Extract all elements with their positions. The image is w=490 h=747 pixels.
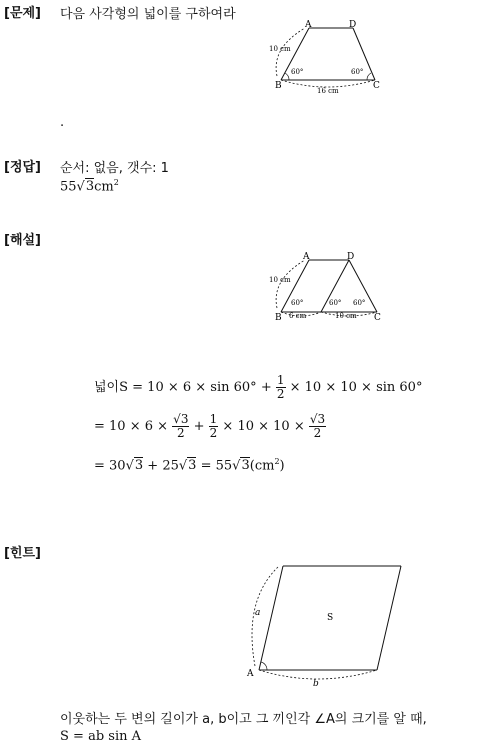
- sol-angle2-label: 60°: [329, 299, 342, 307]
- vertex-b-label: B: [275, 81, 282, 91]
- hint-line-1: 이웃하는 두 변의 길이가 a, b이고 그 끼인각 ∠A의 크기를 알 때,: [60, 712, 427, 727]
- sol-vertex-c-label: C: [374, 313, 381, 323]
- hint-vertex-a-label: A: [247, 669, 254, 679]
- hint-side-a-label: a: [255, 608, 261, 618]
- sol-vertex-b-label: B: [275, 313, 282, 323]
- solution-line-3: = $30√3 + 25√3 = 55√3(cm^2)$: [94, 457, 285, 474]
- vertex-a-label: A: [305, 20, 312, 30]
- sol-angle1-label: 60°: [291, 299, 304, 307]
- solution-line-2: = 10 × 6 × $\frac{√3}{2}$ + $\frac{1}{2}$ × 10 × 10 × $\frac{√3}{2}$: [94, 412, 326, 440]
- vertex-d-label: D: [349, 20, 357, 30]
- sol-angle3-label: 60°: [353, 299, 366, 307]
- problem-tag: [문제]: [4, 6, 41, 21]
- hint-parallelogram-figure: [245, 560, 415, 690]
- hint-side-b-label: b: [313, 679, 319, 689]
- base-length-label: 16 cm: [317, 87, 339, 95]
- hint-line-2: S = ab sin A: [60, 729, 141, 744]
- hint-area-s-label: S: [327, 613, 334, 623]
- vertex-c-label: C: [373, 81, 380, 91]
- solution-line-1: 넓이S = 10 × 6 × sin 60° + $\frac{1}{2}$ × 10 × 10 × sin 60°: [94, 373, 423, 401]
- sol-vertex-a-label: A: [303, 252, 310, 262]
- solution-tag: [해설]: [4, 233, 41, 248]
- sol-vertex-d-label: D: [347, 252, 355, 262]
- answer-tag: [정답]: [4, 160, 41, 175]
- solution-trapezoid-figure: [265, 248, 385, 328]
- side-length-label: 10 cm: [269, 45, 291, 53]
- sol-base-left-label: 6 cm: [289, 312, 307, 320]
- answer-value: $55√3cm^2$: [60, 178, 119, 195]
- angle-b-label: 60°: [291, 68, 304, 76]
- answer-order-count: 순서: 없음, 갯수: 1: [60, 161, 169, 176]
- sol-base-right-label: 10 cm: [335, 312, 357, 320]
- problem-dot: .: [60, 115, 65, 130]
- sol-side-length-label: 10 cm: [269, 276, 291, 284]
- problem-trapezoid-figure: [265, 18, 385, 98]
- problem-text: 다음 사각형의 넓이를 구하여라: [60, 7, 236, 22]
- angle-c-label: 60°: [351, 68, 364, 76]
- hint-tag: [힌트]: [4, 546, 41, 561]
